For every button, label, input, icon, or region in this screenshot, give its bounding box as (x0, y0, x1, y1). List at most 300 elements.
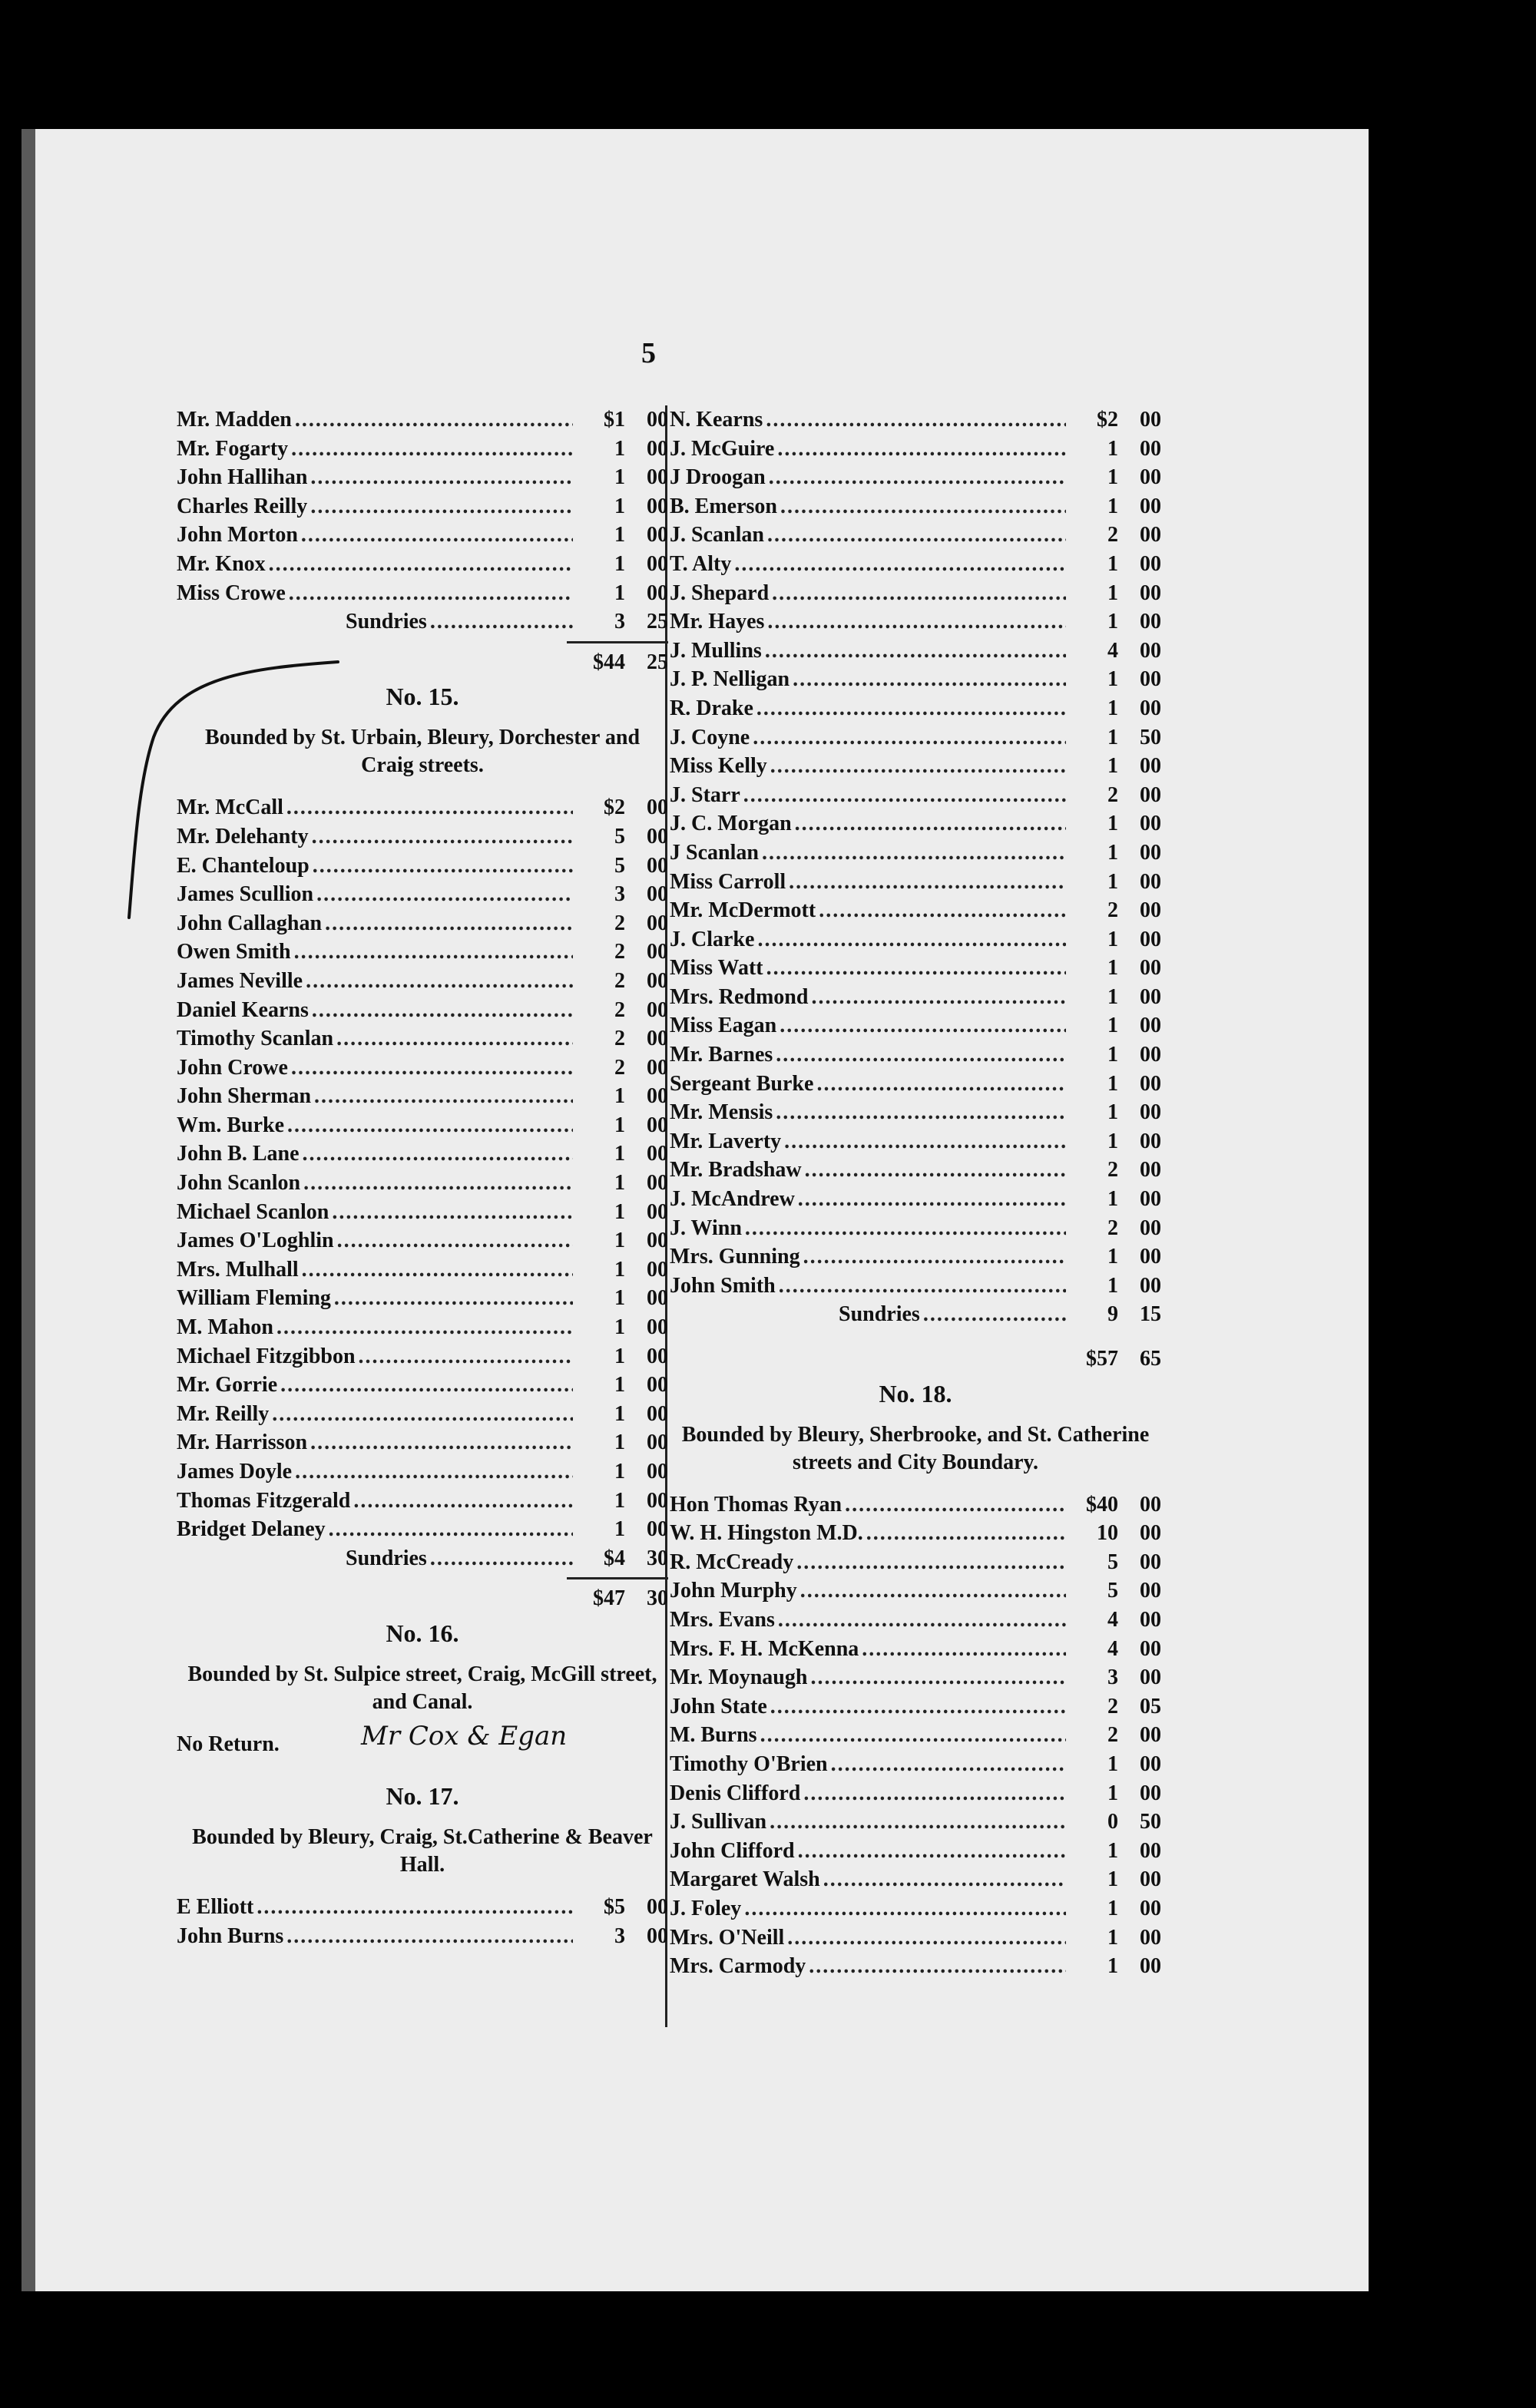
amount-cents: 50 (1140, 725, 1161, 749)
contributor-name: J. McAndrew (670, 1187, 795, 1212)
list-item (670, 1692, 1161, 1722)
leader-dots (334, 1284, 573, 1313)
contributor-name: J. Foley (670, 1896, 742, 1920)
list-item (670, 1606, 1161, 1635)
contributor-name: Mr. Harrisson (177, 1431, 308, 1455)
list-item (670, 983, 1161, 1012)
amount-cents: 00 (647, 494, 668, 518)
amount-dollars: 5 (614, 824, 625, 848)
amount-cents: 00 (1140, 1896, 1161, 1920)
list-item (670, 1156, 1161, 1185)
contributor-name: J. Sullivan (670, 1810, 767, 1834)
amount-dollars: 1 (1107, 840, 1118, 865)
list-item (177, 521, 668, 550)
leader-dots (257, 1893, 573, 1922)
contributor-name: J. P. Nelligan (670, 667, 790, 692)
contributor-name: J. Starr (670, 782, 740, 807)
amount-dollars: 1 (614, 1113, 625, 1137)
leader-dots (862, 1635, 1066, 1664)
ward-16-title: No. 16. (386, 1619, 459, 1647)
contributor-name: Bridget Delaney (177, 1517, 326, 1542)
amount-dollars: 3 (614, 610, 625, 634)
contributor-name: J Scanlan (670, 840, 759, 865)
list-item (670, 1185, 1161, 1214)
list-item (670, 1779, 1161, 1808)
leader-dots (765, 637, 1066, 666)
contributor-name: J. Mullins (670, 638, 762, 663)
amount-dollars: 1 (614, 523, 625, 547)
amount-dollars: 1 (1107, 1100, 1118, 1125)
contributor-name: Margaret Walsh (670, 1867, 820, 1892)
ward-18-title: No. 18. (879, 1379, 952, 1407)
contributor-name: John B. Lane (177, 1142, 300, 1166)
amount-cents: 00 (647, 1084, 668, 1109)
leader-dots (359, 1342, 573, 1371)
leader-dots (756, 694, 1066, 723)
amount-dollars: 2 (1107, 1158, 1118, 1182)
leader-dots (353, 1487, 573, 1516)
amount-dollars: 1 (1107, 465, 1118, 490)
list-item (670, 1548, 1161, 1577)
leader-dots (286, 1922, 573, 1951)
leader-dots (325, 909, 573, 938)
carryover-sundries-row (177, 607, 668, 637)
amount-cents: 00 (647, 1229, 668, 1253)
leader-dots (803, 1779, 1066, 1808)
list-item (670, 1663, 1161, 1692)
amount-cents: 00 (1140, 408, 1161, 432)
contributor-name: John Scanlon (177, 1171, 301, 1196)
amount-dollars: 2 (614, 940, 625, 964)
page-edge-shadow (22, 129, 35, 2291)
amount-dollars: 1 (1107, 812, 1118, 836)
amount-cents: 00 (1140, 1100, 1161, 1125)
contributor-name: J. Winn (670, 1216, 742, 1240)
contributor-name: R. McCready (670, 1550, 794, 1574)
list-item (670, 1635, 1161, 1664)
contributor-name: Mr. Knox (177, 551, 266, 576)
contributor-name: Mr. Gorrie (177, 1373, 278, 1398)
amount-dollars: 1 (614, 1171, 625, 1196)
amount-cents: 00 (1140, 1751, 1161, 1776)
list-item (670, 1952, 1161, 1981)
amount-dollars: 1 (1107, 1043, 1118, 1067)
contributor-name: John Murphy (670, 1579, 797, 1603)
amount-dollars: $2 (604, 796, 625, 820)
amount-cents: 00 (647, 968, 668, 993)
leader-dots (329, 1515, 573, 1544)
amount-dollars: 10 (1097, 1521, 1118, 1546)
amount-cents: 00 (647, 882, 668, 907)
amount-cents: 00 (1140, 1216, 1161, 1240)
leader-dots (776, 1040, 1066, 1070)
amount-cents: 00 (647, 1286, 668, 1311)
amount-dollars: 1 (1107, 1071, 1118, 1096)
amount-cents: 00 (647, 824, 668, 848)
amount-cents: 30 (647, 1546, 668, 1570)
right-sundries-row (670, 1300, 1161, 1329)
amount-dollars: 1 (614, 1517, 625, 1542)
list-item (177, 938, 668, 967)
total-rule (567, 641, 668, 643)
list-item (670, 1576, 1161, 1606)
leader-dots (798, 1837, 1066, 1866)
list-item (670, 521, 1161, 550)
leader-dots (787, 1923, 1066, 1953)
leader-dots (798, 1185, 1066, 1214)
list-item (670, 492, 1161, 521)
amount-cents: 00 (1140, 840, 1161, 865)
amount-dollars: 1 (1107, 725, 1118, 749)
leader-dots (803, 1242, 1066, 1272)
amount-dollars: 1 (614, 551, 625, 576)
list-item (177, 1284, 668, 1313)
amount-cents: 00 (1140, 1838, 1161, 1863)
ward-16-no-return (177, 1720, 668, 1761)
amount-dollars: 3 (614, 1923, 625, 1948)
amount-cents: 00 (1140, 1607, 1161, 1632)
amount-cents: 00 (647, 465, 668, 490)
leader-dots (772, 579, 1066, 608)
list-item (670, 1011, 1161, 1040)
leader-dots (866, 1519, 1066, 1548)
amount-cents: 25 (647, 610, 668, 634)
total-rule (567, 1577, 668, 1579)
amount-cents: 00 (647, 551, 668, 576)
leader-dots (809, 1952, 1066, 1981)
amount-cents: 50 (1140, 1810, 1161, 1834)
list-item (670, 1721, 1161, 1750)
list-item (670, 781, 1161, 810)
amount-dollars: 2 (614, 968, 625, 993)
amount-dollars: $2 (1097, 408, 1118, 432)
list-item (670, 868, 1161, 897)
amount-cents: 00 (1140, 1636, 1161, 1661)
amount-cents: 00 (1140, 1014, 1161, 1038)
amount-dollars: 1 (1107, 494, 1118, 518)
contributor-name: Sergeant Burke (670, 1071, 814, 1096)
list-item (670, 1490, 1161, 1520)
leader-dots (289, 579, 573, 608)
amount-dollars: 4 (1107, 1636, 1118, 1661)
list-item (670, 463, 1161, 492)
contributor-name: Miss Carroll (670, 869, 786, 894)
leader-dots (303, 1140, 574, 1169)
leader-dots (291, 435, 573, 464)
leader-dots (779, 1272, 1066, 1301)
contributor-name: John Smith (670, 1273, 776, 1298)
leader-dots (332, 1198, 573, 1227)
amount-dollars: 2 (614, 911, 625, 935)
leader-dots (770, 1692, 1066, 1722)
contributor-name: John Clifford (670, 1838, 795, 1863)
list-item (670, 1242, 1161, 1272)
amount-dollars: 1 (614, 580, 625, 605)
leader-dots (272, 1400, 573, 1429)
contributor-name: Miss Kelly (670, 754, 767, 779)
list-item (670, 1750, 1161, 1779)
ward-18-description: Bounded by Bleury, Sherbrooke, and St. Catherine streets and City Boundary. (681, 1422, 1150, 1474)
amount-dollars: 1 (1107, 580, 1118, 605)
leader-dots (312, 996, 573, 1025)
contributor-name: J Droogan (670, 465, 766, 490)
amount-dollars: 3 (1107, 1665, 1118, 1690)
amount-dollars: 1 (1107, 956, 1118, 981)
amount-cents: 00 (647, 1199, 668, 1224)
list-item (670, 925, 1161, 954)
amount-dollars: 1 (1107, 1129, 1118, 1153)
leader-dots (823, 1865, 1066, 1894)
right-total-row (670, 1345, 1161, 1374)
amount-dollars: 4 (1107, 1607, 1118, 1632)
amount-dollars: 1 (1107, 1781, 1118, 1805)
amount-dollars: 1 (1107, 1245, 1118, 1269)
amount-dollars: 2 (614, 1055, 625, 1080)
list-item (670, 1127, 1161, 1156)
amount-cents: 00 (1140, 1187, 1161, 1212)
leader-dots (430, 1544, 573, 1573)
contributor-name: John Sherman (177, 1084, 312, 1109)
contributor-name: J. Scanlan (670, 523, 764, 547)
leader-dots (776, 1098, 1066, 1127)
ward-16-description: Bounded by St. Sulpice street, Craig, McGill street, and Canal. (187, 1662, 657, 1714)
contributor-name: T. Alty (670, 551, 732, 576)
no-return-label: No Return. (177, 1732, 280, 1756)
amount-dollars: 9 (1107, 1302, 1118, 1327)
leader-dots (778, 1606, 1066, 1635)
amount-dollars: 1 (1107, 1925, 1118, 1950)
leader-dots (816, 1070, 1066, 1099)
list-item (177, 1371, 668, 1400)
amount-dollars: 2 (614, 1027, 625, 1051)
contributor-name: Mr. Delehanty (177, 824, 309, 848)
leader-dots (800, 1576, 1066, 1606)
contributor-name: Mr. Bradshaw (670, 1158, 802, 1182)
contributor-name: W. H. Hingston M.D. (670, 1521, 863, 1546)
list-item (177, 1111, 668, 1140)
leader-dots (310, 1428, 573, 1457)
amount-dollars: 1 (614, 1315, 625, 1340)
leader-dots (337, 1226, 573, 1255)
leader-dots (310, 463, 573, 492)
contributor-name: Mrs. Mulhall (177, 1257, 299, 1282)
contributor-name: Mr. Laverty (670, 1129, 782, 1153)
amount-cents: 15 (1140, 1302, 1161, 1327)
contributor-name: E. Chanteloup (177, 853, 310, 878)
leader-dots (336, 1024, 573, 1054)
amount-cents: 00 (1140, 1925, 1161, 1950)
amount-cents: 00 (647, 1171, 668, 1196)
leader-dots (805, 1156, 1066, 1185)
list-item (670, 1923, 1161, 1953)
leader-dots (769, 463, 1066, 492)
left-column (177, 405, 668, 1950)
leader-dots (766, 405, 1066, 435)
amount-cents: 00 (647, 580, 668, 605)
amount-dollars: 1 (1107, 754, 1118, 779)
leader-dots (789, 868, 1066, 897)
leader-dots (795, 809, 1066, 838)
leader-dots (923, 1300, 1066, 1329)
amount-dollars: 1 (614, 1257, 625, 1282)
list-item (177, 1024, 668, 1054)
amount-dollars: 2 (1107, 1723, 1118, 1748)
contributor-name: Michael Scanlon (177, 1199, 329, 1224)
amount-dollars: $40 (1086, 1492, 1118, 1517)
amount-cents: 00 (1140, 523, 1161, 547)
amount-dollars: 1 (1107, 869, 1118, 894)
contributor-name: Mrs. Carmody (670, 1954, 806, 1979)
amount-cents: 00 (647, 1257, 668, 1282)
sundries-label: Sundries (839, 1302, 920, 1327)
leader-dots (770, 1808, 1066, 1837)
leader-dots (286, 793, 573, 822)
leader-dots (734, 550, 1066, 579)
amount-cents: 00 (647, 1055, 668, 1080)
right-column (670, 405, 1161, 1981)
list-item (670, 1865, 1161, 1894)
list-item (177, 492, 668, 521)
contributor-name: N. Kearns (670, 408, 763, 432)
amount-cents: 00 (647, 940, 668, 964)
amount-dollars: 1 (1107, 1187, 1118, 1212)
list-item (177, 1400, 668, 1429)
amount-dollars: $5 (604, 1894, 625, 1919)
amount-cents: 00 (1140, 436, 1161, 461)
amount-cents: 00 (1140, 1273, 1161, 1298)
amount-cents: 05 (1140, 1694, 1161, 1718)
leader-dots (757, 925, 1066, 954)
contributor-name: J. Coyne (670, 725, 750, 749)
leader-dots (745, 1214, 1066, 1243)
contributor-name: Mrs. Evans (670, 1607, 775, 1632)
ward-17-description: Bounded by Bleury, Craig, St.Catherine & Beaver Hall. (192, 1824, 653, 1877)
list-item (177, 1893, 668, 1922)
amount-cents: 00 (1140, 1723, 1161, 1748)
contributor-name: James Neville (177, 968, 303, 993)
amount-dollars: 2 (1107, 1694, 1118, 1718)
amount-cents: 00 (1140, 984, 1161, 1009)
amount-cents: 00 (647, 1344, 668, 1368)
list-item (177, 1140, 668, 1169)
contributor-name: E Elliott (177, 1894, 254, 1919)
amount-cents: 00 (647, 911, 668, 935)
right-carryover-list (670, 405, 1161, 1300)
amount-dollars: 1 (614, 465, 625, 490)
list-item (177, 1487, 668, 1516)
leader-dots (831, 1750, 1066, 1779)
list-item (670, 1272, 1161, 1301)
amount-cents: 00 (647, 1027, 668, 1051)
contributor-name: Daniel Kearns (177, 997, 309, 1022)
contributor-name: J. C. Morgan (670, 812, 792, 836)
list-item (670, 637, 1161, 666)
list-item (177, 822, 668, 852)
list-item (670, 550, 1161, 579)
total-dollars: $57 (1086, 1347, 1118, 1371)
contributor-name: Mrs. O'Neill (670, 1925, 785, 1950)
contributor-name: Mr. Mensis (670, 1100, 773, 1125)
contributor-name: Miss Watt (670, 956, 763, 981)
amount-dollars: 1 (614, 1142, 625, 1166)
list-item (177, 1198, 668, 1227)
amount-dollars: 1 (1107, 1954, 1118, 1979)
list-item (670, 665, 1161, 694)
contributor-name: Wm. Burke (177, 1113, 284, 1137)
total-cents: 65 (1140, 1347, 1161, 1371)
sundries-label: Sundries (346, 610, 427, 634)
contributor-name: John Hallihan (177, 465, 308, 490)
leader-dots (770, 752, 1066, 781)
amount-cents: 00 (647, 1142, 668, 1166)
amount-dollars: 1 (614, 1084, 625, 1109)
amount-cents: 00 (1140, 465, 1161, 490)
leader-dots (280, 1371, 573, 1400)
total-dollars: $47 (593, 1586, 625, 1611)
amount-cents: 00 (1140, 494, 1161, 518)
amount-cents: 00 (1140, 1550, 1161, 1574)
contributor-name: Timothy O'Brien (670, 1751, 828, 1776)
list-item (670, 579, 1161, 608)
ward-15-sundries-row (177, 1544, 668, 1573)
amount-cents: 00 (1140, 869, 1161, 894)
amount-dollars: 1 (1107, 1896, 1118, 1920)
spacer (670, 1329, 1161, 1345)
amount-cents: 00 (1140, 927, 1161, 951)
total-dollars: $44 (593, 650, 625, 674)
amount-dollars: 1 (614, 1431, 625, 1455)
list-item (670, 1070, 1161, 1099)
amount-cents: 00 (1140, 667, 1161, 692)
list-item (177, 1457, 668, 1487)
contributor-name: James O'Loghlin (177, 1229, 334, 1253)
amount-dollars: 3 (614, 882, 625, 907)
contributor-name: James Scullion (177, 882, 314, 907)
ward-17-list (177, 1893, 668, 1950)
leader-dots (287, 1111, 573, 1140)
contributor-name: Owen Smith (177, 940, 291, 964)
leader-dots (302, 1255, 573, 1285)
list-item (670, 809, 1161, 838)
amount-dollars: 1 (1107, 927, 1118, 951)
amount-cents: 00 (647, 796, 668, 820)
amount-dollars: 1 (614, 1373, 625, 1398)
leader-dots (780, 492, 1066, 521)
amount-cents: 00 (647, 1113, 668, 1137)
amount-dollars: 2 (1107, 523, 1118, 547)
ward-15-list (177, 793, 668, 1543)
contributor-name: John State (670, 1694, 767, 1718)
amount-cents: 00 (1140, 580, 1161, 605)
list-item (177, 405, 668, 435)
leader-dots (811, 983, 1066, 1012)
amount-cents: 00 (1140, 1158, 1161, 1182)
list-item (177, 1922, 668, 1951)
amount-cents: 00 (647, 1923, 668, 1948)
list-item (177, 967, 668, 996)
amount-dollars: 1 (614, 1460, 625, 1484)
leader-dots (291, 1054, 573, 1083)
list-item (670, 405, 1161, 435)
list-item (177, 1342, 668, 1371)
amount-dollars: $4 (604, 1546, 625, 1570)
list-item (670, 1808, 1161, 1837)
contributor-name: John Callaghan (177, 911, 323, 935)
amount-dollars: 1 (614, 1286, 625, 1311)
amount-cents: 00 (647, 523, 668, 547)
contributor-name: Miss Eagan (670, 1014, 777, 1038)
contributor-name: R. Drake (670, 696, 753, 720)
